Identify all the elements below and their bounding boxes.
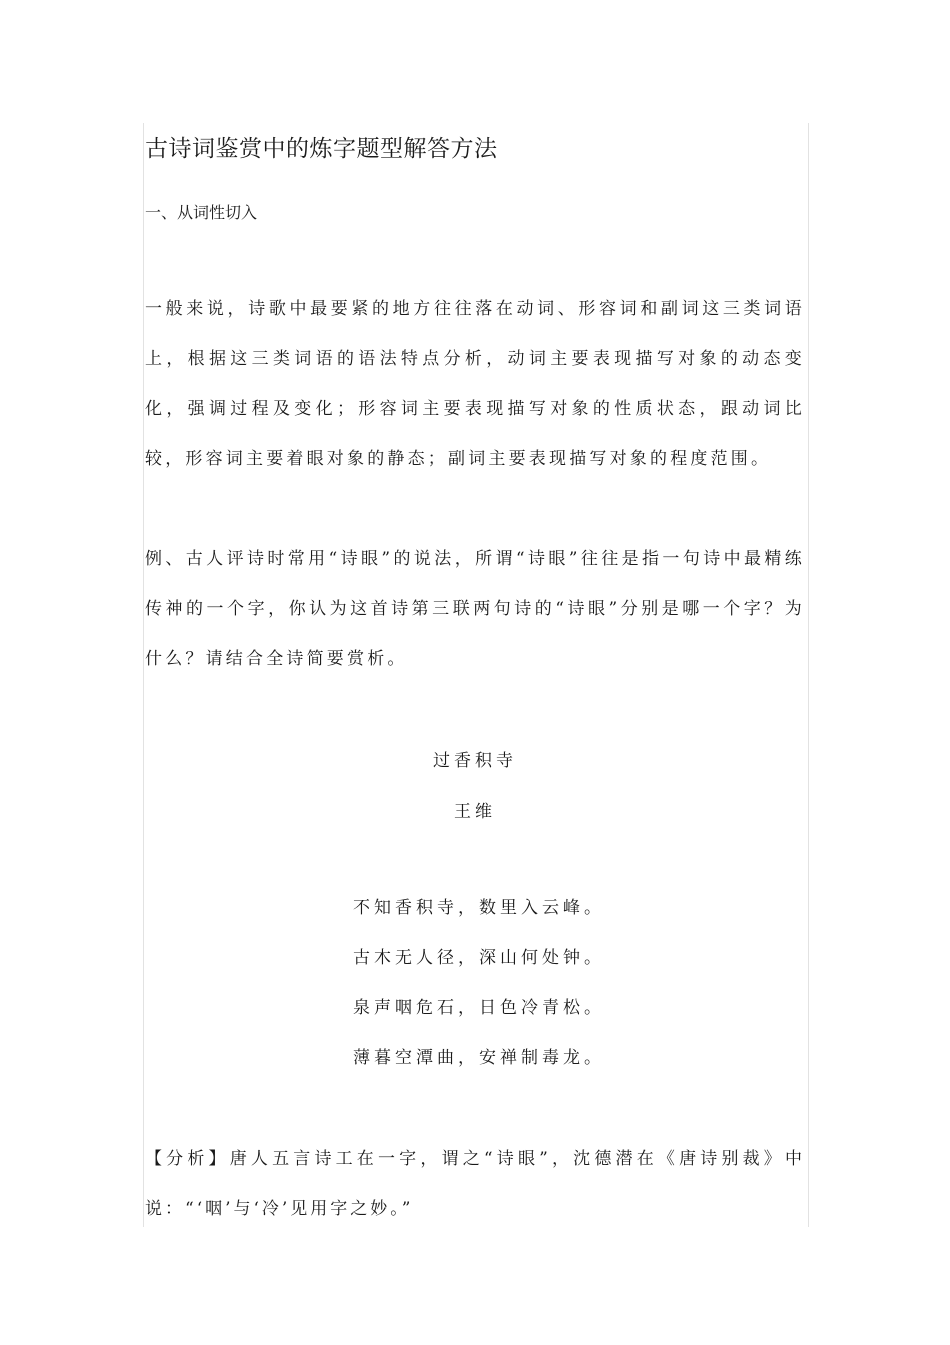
poem-line: 薄暮空潭曲，安禅制毒龙。 (353, 1048, 605, 1068)
poem-line: 泉声咽危石，日色冷青松。 (353, 998, 605, 1018)
poem-line: 古木无人径，深山何处钟。 (353, 948, 605, 968)
section-heading: 一、从词性切入 (145, 203, 258, 222)
analysis-paragraph: 【分析】唐人五言诗工在一字，谓之“诗眼”，沈德潜在《唐诗别裁》中说：“‘咽’与‘冷’见用字之妙。” (145, 1149, 805, 1219)
poem-title: 过香积寺 (433, 751, 517, 771)
intro-paragraph: 一般来说，诗歌中最要紧的地方往往落在动词、形容词和副词这三类词语上，根据这三类词语的语法特点分析，动词主要表现描写对象的动态变化，强调过程及变化；形容词主要表现描写对象的性质状态，跟动词比较，形容词主要着眼对象的静态；副词主要表现描写对象的程度范围。 (145, 299, 805, 469)
poem-body (145, 883, 805, 1083)
poem-author: 王维 (454, 802, 496, 822)
poem-line: 不知香积寺，数里入云峰。 (353, 898, 605, 918)
document-title: 古诗词鉴赏中的炼字题型解答方法 (145, 136, 498, 162)
question-paragraph: 例、古人评诗时常用“诗眼”的说法，所谓“诗眼”往往是指一句诗中最精练传神的一个字，你认为这首诗第三联两句诗的“诗眼”分别是哪一个字？为什么？请结合全诗简要赏析。 (145, 549, 805, 669)
